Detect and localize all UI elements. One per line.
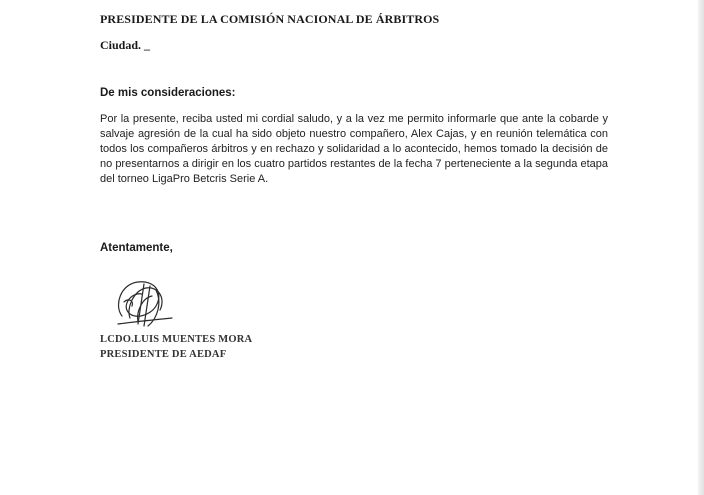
letter-closing: Atentamente, [100,242,173,254]
handwritten-signature [108,272,178,334]
scan-edge-shadow [698,0,704,495]
signer-name: LCDO.LUIS MUENTES MORA [100,334,253,345]
letter-recipient: PRESIDENTE DE LA COMISIÓN NACIONAL DE ÁRBITROS [100,12,440,26]
letter-body: Por la presente, reciba usted mi cordial saludo, y a la vez me permito informarle que ante la cobarde y salvaje agresión de la cual ha sido objeto nuestro compañero, Alex Cajas, y en reunión telemática con todos los compañeros árbitros y en rechazo y solidaridad a lo acontecido, hemos tomado la decisión de no presentarnos a dirigir en los cuatro partidos restantes de la fecha 7 perteneciente a la segunda etapa del torneo LigaPro Betcris Serie A. [100,113,608,185]
signer-title: PRESIDENTE DE AEDAF [100,349,227,360]
letter-city: Ciudad. _ [100,38,151,52]
letter-salutation: De mis consideraciones: [100,87,236,99]
